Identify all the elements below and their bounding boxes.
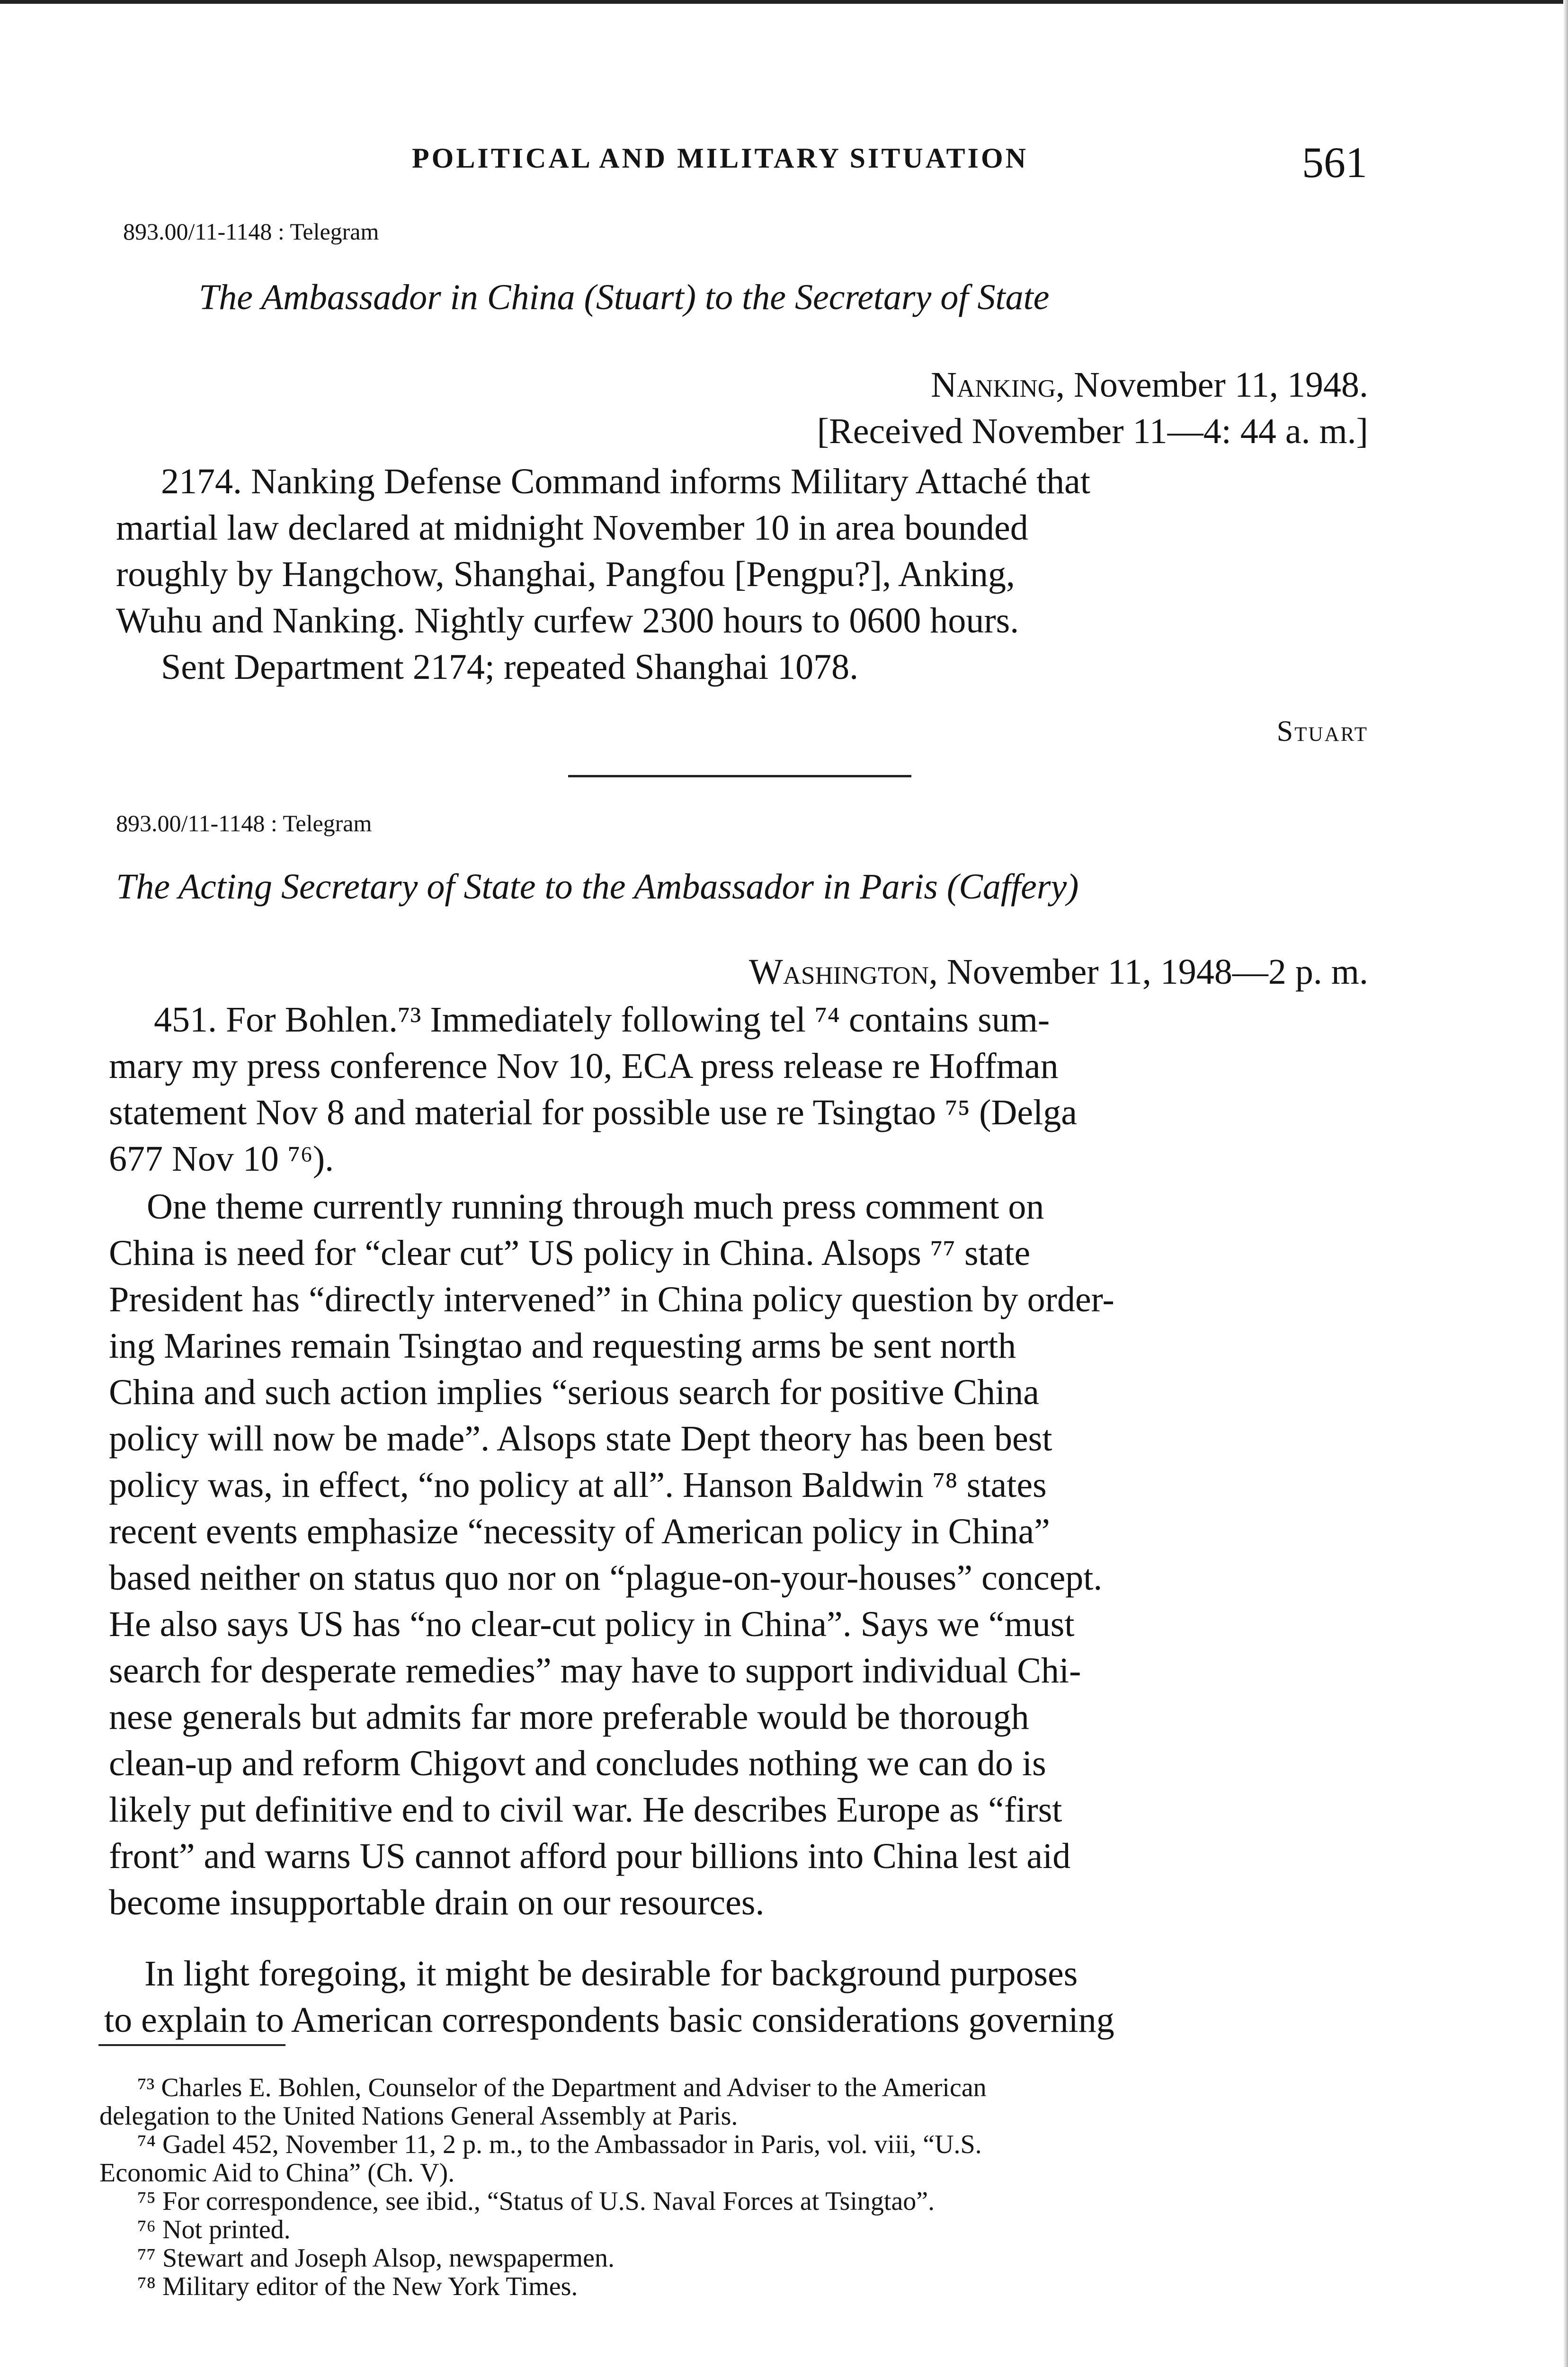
text-line: ing Marines remain Tsingtao and requesting arms be sent north bbox=[109, 1326, 1016, 1366]
doc1-paragraph-1 bbox=[116, 458, 1090, 644]
section-divider bbox=[568, 775, 911, 777]
footnote-75: ⁷⁵ For correspondence, see ibid., “Status of U.S. Naval Forces at Tsingtao”. bbox=[137, 2187, 935, 2216]
doc1-title: The Ambassador in China (Stuart) to the Secretary of State bbox=[199, 277, 1050, 317]
text-line: In light foregoing, it might be desirable for background purposes bbox=[144, 1954, 1078, 1993]
footnote-74: ⁷⁴ Gadel 452, November 11, 2 p. m., to the Ambassador in Paris, vol. viii, “U.S. bbox=[137, 2130, 982, 2159]
text-line: policy will now be made”. Alsops state Dept theory has been best bbox=[109, 1419, 1052, 1459]
text-line: become insupportable drain on our resources. bbox=[109, 1883, 765, 1922]
text-line: China and such action implies “serious search for positive China bbox=[109, 1372, 1039, 1412]
text-line: clean-up and reform Chigovt and concludes nothing we can do is bbox=[109, 1744, 1046, 1783]
doc1-signature: Stuart bbox=[1276, 715, 1368, 747]
doc1-received: [Received November 11—4: 44 a. m.] bbox=[817, 411, 1368, 451]
text-line: 677 Nov 10 ⁷⁶). bbox=[109, 1139, 334, 1179]
text-line: nese generals but admits far more preferable would be thorough bbox=[109, 1697, 1029, 1737]
text-line: statement Nov 8 and material for possible use re Tsingtao ⁷⁵ (Delga bbox=[109, 1093, 1077, 1132]
text-line: policy was, in effect, “no policy at all”. Hanson Baldwin ⁷⁸ states bbox=[109, 1465, 1047, 1505]
doc2-title: The Acting Secretary of State to the Ambassador in Paris (Caffery) bbox=[116, 867, 1079, 907]
footnote-74-cont: Economic Aid to China” (Ch. V). bbox=[99, 2158, 455, 2188]
page-edge-shadow bbox=[1563, 0, 1568, 2367]
top-border bbox=[0, 0, 1568, 4]
footnotes bbox=[99, 2073, 987, 2301]
text-line: based neither on status quo nor on “plague-on-your-houses” concept. bbox=[109, 1558, 1103, 1598]
doc2-paragraph-2 bbox=[109, 1184, 1114, 1926]
doc1-file-number: 893.00/11-1148 : Telegram bbox=[123, 218, 379, 245]
doc1-place: Nanking bbox=[931, 365, 1056, 405]
doc2-date: , November 11, 1948—2 p. m. bbox=[928, 952, 1368, 992]
doc2-place: Washington bbox=[748, 952, 929, 992]
text-line: to explain to American correspondents basic considerations governing bbox=[104, 2000, 1114, 2040]
running-header: POLITICAL AND MILITARY SITUATION bbox=[412, 142, 1028, 174]
text-line: Wuhu and Nanking. Nightly curfew 2300 hours to 0600 hours. bbox=[116, 601, 1019, 641]
text-line: recent events emphasize “necessity of American policy in China” bbox=[109, 1512, 1050, 1551]
text-line: martial law declared at midnight November 10 in area bounded bbox=[116, 508, 1028, 548]
footnote-76: ⁷⁶ Not printed. bbox=[137, 2215, 291, 2244]
text-line: One theme currently running through much press comment on bbox=[147, 1187, 1044, 1227]
doc2-dateline bbox=[95, 952, 1368, 993]
text-line: search for desperate remedies” may have to support individual Chi- bbox=[109, 1651, 1081, 1691]
doc2-paragraph-1 bbox=[109, 997, 1077, 1182]
text-line: mary my press conference Nov 10, ECA press release re Hoffman bbox=[109, 1046, 1059, 1086]
text-line: President has “directly intervened” in China policy question by order- bbox=[109, 1280, 1114, 1319]
text-line: China is need for “clear cut” US policy in China. Alsops ⁷⁷ state bbox=[109, 1233, 1031, 1273]
doc2-file-number: 893.00/11-1148 : Telegram bbox=[116, 810, 372, 836]
text-line: likely put definitive end to civil war. He describes Europe as “first bbox=[109, 1790, 1062, 1830]
text-line: front” and warns US cannot afford pour billions into China lest aid bbox=[109, 1836, 1071, 1876]
page-number: 561 bbox=[1302, 138, 1367, 187]
footnote-78: ⁷⁸ Military editor of the New York Times. bbox=[137, 2272, 578, 2301]
footnote-73: ⁷³ Charles E. Bohlen, Counselor of the Department and Adviser to the American bbox=[137, 2073, 987, 2102]
footnote-77: ⁷⁷ Stewart and Joseph Alsop, newspapermen. bbox=[137, 2243, 615, 2273]
text-line: He also says US has “no clear-cut policy in China”. Says we “must bbox=[109, 1604, 1075, 1644]
footnote-rule bbox=[98, 2044, 285, 2046]
doc1-date: , November 11, 1948. bbox=[1056, 365, 1368, 405]
doc2-paragraph-3 bbox=[104, 1950, 1114, 2043]
text-line: roughly by Hangchow, Shanghai, Pangfou [Pengpu?], Anking, bbox=[116, 554, 1016, 594]
text-line: 2174. Nanking Defense Command informs Military Attaché that bbox=[161, 462, 1090, 501]
footnote-73-cont: delegation to the United Nations General Assembly at Paris. bbox=[99, 2101, 738, 2131]
text-line: 451. For Bohlen.⁷³ Immediately following tel ⁷⁴ contains sum- bbox=[154, 1000, 1050, 1040]
doc1-paragraph-2: Sent Department 2174; repeated Shanghai 1078. bbox=[161, 647, 859, 687]
doc1-dateline bbox=[95, 365, 1368, 406]
